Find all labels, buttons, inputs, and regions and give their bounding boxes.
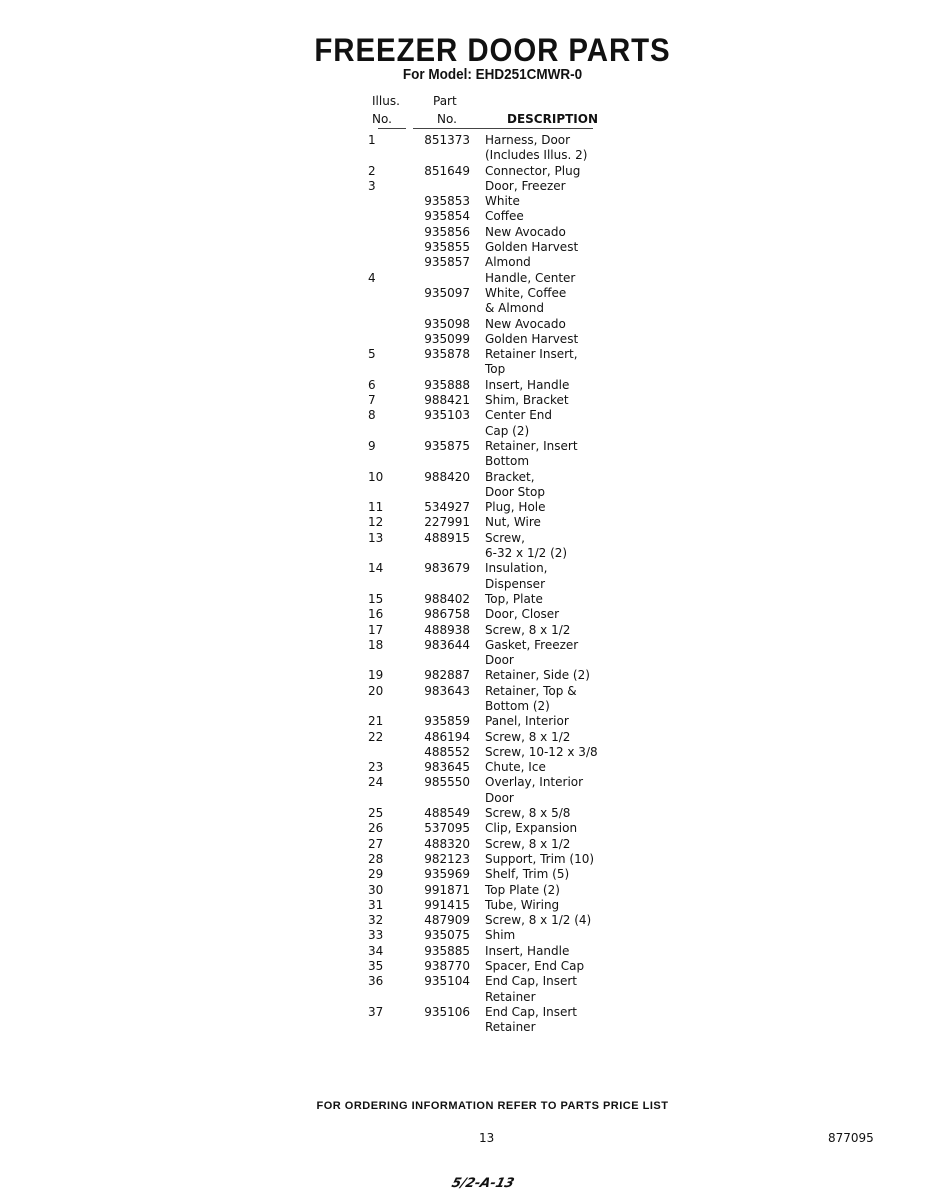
- part-description: Center End: [485, 408, 553, 423]
- illus-number: 24: [368, 775, 384, 790]
- illus-number: 21: [368, 714, 384, 729]
- table-row: [368, 179, 628, 194]
- table-row: [368, 347, 628, 378]
- part-description: Support, Trim (10): [485, 851, 595, 866]
- part-description: End Cap, Insert: [485, 1004, 578, 1019]
- illus-number: 1: [368, 133, 376, 147]
- illus-number: 18: [368, 637, 384, 652]
- table-row: [368, 531, 628, 562]
- part-description: Tube, Wiring: [485, 897, 560, 912]
- part-number: 935075: [424, 928, 470, 943]
- part-number: 935103: [424, 408, 470, 423]
- illus-number: [368, 332, 398, 347]
- table-row: [368, 898, 628, 913]
- part-description: Chute, Ice: [485, 760, 546, 775]
- illus-number: 22: [368, 729, 384, 744]
- illus-number: [368, 240, 398, 255]
- part-description: Bracket,: [485, 469, 535, 484]
- part-number: 988402: [424, 591, 470, 606]
- part-description: End Cap, Insert: [485, 974, 578, 989]
- part-description: Shim: [485, 928, 516, 943]
- part-number: 982887: [424, 668, 470, 683]
- part-description: Bottom: [485, 454, 530, 469]
- part-description: Screw, 8 x 1/2: [485, 622, 571, 637]
- part-description: New Avocado: [485, 224, 566, 239]
- part-number: 935855: [424, 240, 470, 255]
- part-description: White, Coffee: [485, 285, 567, 300]
- header-underline-part: [413, 128, 593, 129]
- illus-number: 36: [368, 974, 384, 989]
- header-part-bottom: No.: [437, 112, 457, 126]
- part-description: Screw, 10-12 x 3/8: [485, 744, 598, 759]
- part-description: Door Stop: [485, 484, 545, 499]
- illus-number: 5: [368, 347, 376, 362]
- table-row: [368, 592, 628, 607]
- part-description: Nut, Wire: [485, 515, 541, 530]
- part-number: 851373: [424, 133, 470, 147]
- part-number: 935859: [424, 714, 470, 729]
- part-description: Insulation,: [485, 561, 548, 576]
- part-number: 488915: [424, 530, 470, 545]
- part-number: 983679: [424, 561, 470, 576]
- table-row: [368, 225, 628, 240]
- part-number: 935097: [424, 285, 470, 300]
- part-number: 988420: [424, 469, 470, 484]
- part-description: Coffee: [485, 209, 524, 224]
- table-row: [368, 806, 628, 821]
- part-number: 486194: [424, 729, 470, 744]
- illus-number: [368, 745, 398, 760]
- table-row: [368, 500, 628, 515]
- part-number: 991415: [424, 897, 470, 912]
- part-number: 935857: [424, 255, 470, 270]
- part-description: Plug, Hole: [485, 500, 546, 515]
- part-number: 935106: [424, 1004, 470, 1019]
- illus-number: 34: [368, 943, 384, 958]
- illus-number: 13: [368, 530, 384, 545]
- table-row: [368, 760, 628, 775]
- part-number: 935853: [424, 194, 470, 209]
- illus-number: 9: [368, 438, 376, 453]
- illus-number: 7: [368, 393, 376, 408]
- part-description: Panel, Interior: [485, 714, 569, 729]
- table-row: [368, 439, 628, 470]
- part-number: 935099: [424, 331, 470, 346]
- table-row: [368, 378, 628, 393]
- header-part-top: Part: [433, 94, 457, 108]
- part-description: Top Plate (2): [485, 882, 560, 897]
- part-description: Gasket, Freezer: [485, 637, 579, 652]
- part-number: 991871: [424, 882, 470, 897]
- table-row: [368, 240, 628, 255]
- part-number: 227991: [424, 515, 470, 530]
- part-description: Cap (2): [485, 423, 530, 438]
- illus-number: 16: [368, 607, 384, 622]
- part-description: Clip, Expansion: [485, 821, 578, 836]
- illus-number: 10: [368, 469, 384, 484]
- part-number: 935875: [424, 438, 470, 453]
- part-number: [413, 271, 470, 286]
- part-number: 935854: [424, 209, 470, 224]
- part-number: 935098: [424, 316, 470, 331]
- table-row: [368, 745, 628, 760]
- table-row: [368, 944, 628, 959]
- part-description: Door, Closer: [485, 607, 560, 622]
- part-description: Top: [485, 362, 506, 377]
- table-row: [368, 883, 628, 898]
- table-row: [368, 837, 628, 852]
- part-description: Retainer: [485, 1020, 536, 1035]
- part-description: Screw, 8 x 1/2: [485, 729, 571, 744]
- part-number: 935888: [424, 377, 470, 392]
- table-row: [368, 1005, 628, 1036]
- table-row: [368, 255, 628, 270]
- illus-number: 25: [368, 806, 384, 821]
- table-row: [368, 393, 628, 408]
- table-row: [368, 607, 628, 622]
- part-description: Screw, 8 x 5/8: [485, 806, 571, 821]
- illus-number: 31: [368, 897, 384, 912]
- part-description: & Almond: [485, 301, 544, 316]
- page-number: 13: [479, 1131, 495, 1145]
- table-row: [368, 730, 628, 745]
- table-row: [368, 928, 628, 943]
- part-description: Screw,: [485, 530, 525, 545]
- illus-number: 32: [368, 913, 384, 928]
- part-description: Shim, Bracket: [485, 393, 569, 408]
- illus-number: [368, 286, 398, 301]
- part-number: 488938: [424, 622, 470, 637]
- illus-number: 20: [368, 683, 384, 698]
- parts-table: [368, 133, 628, 1036]
- illus-number: 37: [368, 1004, 384, 1019]
- table-row: [368, 623, 628, 638]
- part-description: Dispenser: [485, 576, 545, 591]
- table-row: [368, 714, 628, 729]
- illus-number: 11: [368, 500, 384, 515]
- part-number: 982123: [424, 851, 470, 866]
- table-row: [368, 684, 628, 715]
- table-row: [368, 668, 628, 683]
- table-row: [368, 852, 628, 867]
- table-row: [368, 470, 628, 501]
- illus-number: 35: [368, 959, 384, 974]
- illus-number: 27: [368, 836, 384, 851]
- part-number: 935856: [424, 224, 470, 239]
- table-row: [368, 164, 628, 179]
- table-row: [368, 821, 628, 836]
- part-description: Retainer: [485, 989, 536, 1004]
- table-row: [368, 408, 628, 439]
- model-subtitle: For Model: EHD251CMWR-0: [402, 66, 583, 83]
- illus-number: 3: [368, 178, 376, 193]
- illus-number: 8: [368, 408, 376, 423]
- part-description: Spacer, End Cap: [485, 959, 585, 974]
- table-row: [368, 332, 628, 347]
- header-illus-bottom: No.: [372, 112, 392, 126]
- table-row: [368, 133, 628, 164]
- illus-number: 30: [368, 882, 384, 897]
- header-illus-top: Illus.: [372, 94, 400, 108]
- table-row: [368, 286, 628, 317]
- table-row: [368, 194, 628, 209]
- part-number: 983645: [424, 760, 470, 775]
- part-number: 488320: [424, 836, 470, 851]
- part-number: 488549: [424, 806, 470, 821]
- illus-number: [368, 225, 398, 240]
- table-row: [368, 775, 628, 806]
- part-description: (Includes Illus. 2): [485, 148, 588, 163]
- part-description: Door: [485, 790, 514, 805]
- part-number: 983644: [424, 637, 470, 652]
- part-number: 985550: [424, 775, 470, 790]
- part-description: Handle, Center: [485, 270, 576, 285]
- page-title: FREEZER DOOR PARTS: [314, 32, 671, 68]
- illus-number: [368, 255, 398, 270]
- part-description: Retainer, Top &: [485, 683, 577, 698]
- illus-number: [368, 317, 398, 332]
- part-description: Door, Freezer: [485, 178, 566, 193]
- illus-number: 29: [368, 867, 384, 882]
- part-description: Screw, 8 x 1/2: [485, 836, 571, 851]
- illus-number: 14: [368, 561, 384, 576]
- part-description: Insert, Handle: [485, 377, 570, 392]
- table-row: [368, 974, 628, 1005]
- table-row: [368, 515, 628, 530]
- part-number: 537095: [424, 821, 470, 836]
- part-number: 935885: [424, 943, 470, 958]
- illus-number: 33: [368, 928, 384, 943]
- part-number: 935878: [424, 347, 470, 362]
- handwritten-note: 5/2-A-13: [449, 1176, 516, 1191]
- table-row: [368, 913, 628, 928]
- illus-number: 17: [368, 622, 384, 637]
- part-number: 534927: [424, 500, 470, 515]
- part-description: Top, Plate: [485, 591, 543, 606]
- illus-number: 6: [368, 377, 376, 392]
- part-description: Bottom (2): [485, 698, 550, 713]
- illus-number: 4: [368, 270, 376, 285]
- part-description: Retainer Insert,: [485, 347, 578, 362]
- part-number: 988421: [424, 393, 470, 408]
- part-description: Golden Harvest: [485, 331, 579, 346]
- part-description: Screw, 8 x 1/2 (4): [485, 913, 592, 928]
- header-description: DESCRIPTION: [507, 112, 599, 126]
- part-number: [413, 179, 470, 194]
- table-row: [368, 317, 628, 332]
- part-description: Harness, Door: [485, 133, 571, 147]
- part-number: 935104: [424, 974, 470, 989]
- illus-number: 19: [368, 668, 384, 683]
- part-description: Insert, Handle: [485, 943, 570, 958]
- part-number: 851649: [424, 163, 470, 178]
- table-row: [368, 271, 628, 286]
- part-description: Retainer, Insert: [485, 438, 578, 453]
- part-number: 935969: [424, 867, 470, 882]
- illus-number: 28: [368, 851, 384, 866]
- table-row: [368, 561, 628, 592]
- part-description: Shelf, Trim (5): [485, 867, 570, 882]
- illus-number: 23: [368, 760, 384, 775]
- table-row: [368, 209, 628, 224]
- part-description: White: [485, 194, 520, 209]
- table-row: [368, 638, 628, 669]
- illus-number: [368, 209, 398, 224]
- part-description: New Avocado: [485, 316, 566, 331]
- illus-number: 2: [368, 163, 376, 178]
- illus-number: [368, 194, 398, 209]
- part-number: 986758: [424, 607, 470, 622]
- table-row: [368, 867, 628, 882]
- header-underline-illus: [378, 128, 406, 129]
- part-number: 487909: [424, 913, 470, 928]
- part-description: Door: [485, 653, 514, 668]
- part-description: 6-32 x 1/2 (2): [485, 546, 568, 561]
- part-description: Retainer, Side (2): [485, 668, 590, 683]
- document-number: 877095: [828, 1131, 874, 1145]
- ordering-footer: FOR ORDERING INFORMATION REFER TO PARTS PRICE LIST: [316, 1100, 669, 1112]
- illus-number: 15: [368, 591, 384, 606]
- part-description: Almond: [485, 255, 531, 270]
- part-number: 983643: [424, 683, 470, 698]
- illus-number: 26: [368, 821, 384, 836]
- part-number: 488552: [424, 744, 470, 759]
- part-description: Overlay, Interior: [485, 775, 584, 790]
- part-number: 938770: [424, 959, 470, 974]
- part-description: Golden Harvest: [485, 240, 579, 255]
- part-description: Connector, Plug: [485, 163, 581, 178]
- illus-number: 12: [368, 515, 384, 530]
- table-row: [368, 959, 628, 974]
